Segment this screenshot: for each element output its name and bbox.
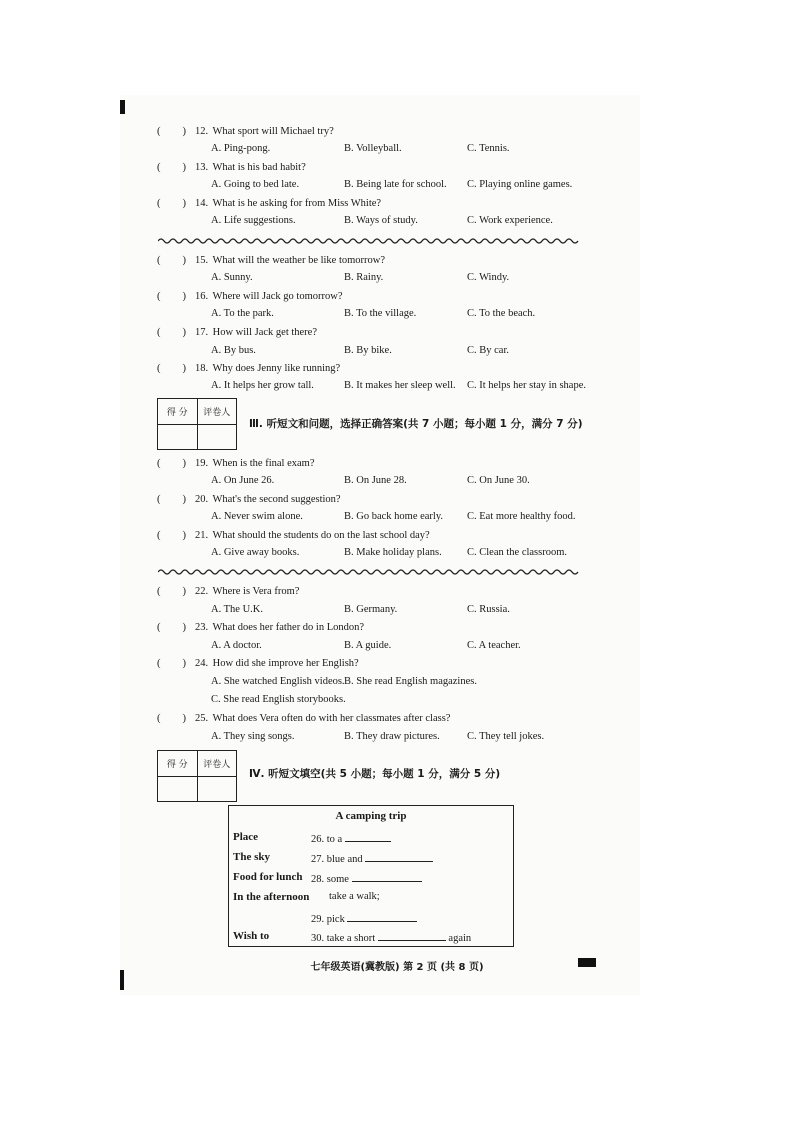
option-c: C. Clean the classroom. bbox=[467, 547, 568, 558]
answer-blank[interactable]: ( ) bbox=[157, 363, 186, 374]
question-text: What should the students do on the last school day? bbox=[212, 530, 430, 541]
question-text: What does Vera often do with her classmates after class? bbox=[212, 713, 451, 724]
score-label: 得 分 bbox=[158, 399, 198, 425]
answer-blank[interactable]: ( ) bbox=[157, 458, 186, 469]
row-label-afternoon: In the afternoon bbox=[233, 891, 310, 903]
option-a: A. To the park. bbox=[211, 308, 274, 319]
question-text: How will Jack get there? bbox=[212, 327, 318, 338]
option-c: C. By car. bbox=[467, 345, 509, 356]
question-13: ( ) 13. What is his bad habit? bbox=[157, 160, 306, 176]
question-text: Why does Jenny like running? bbox=[212, 363, 341, 374]
question-21: ( ) 21. What should the students do on the last school day? bbox=[157, 528, 430, 544]
option-c: C. On June 30. bbox=[467, 475, 530, 486]
option-b: B. To the village. bbox=[344, 308, 417, 319]
scan-mark-footer bbox=[578, 958, 596, 967]
answer-blank[interactable]: ( ) bbox=[157, 291, 186, 302]
option-b: B. Volleyball. bbox=[344, 143, 402, 154]
blank-26: 26. to a bbox=[311, 831, 391, 845]
answer-blank[interactable]: ( ) bbox=[157, 198, 186, 209]
scan-mark-left-top bbox=[120, 100, 125, 114]
wavy-divider bbox=[158, 237, 580, 245]
option-c: C. Russia. bbox=[467, 604, 510, 615]
question-14: ( ) 14. What is he asking for from Miss White? bbox=[157, 196, 381, 212]
question-20: ( ) 20. What's the second suggestion? bbox=[157, 492, 341, 508]
grader-label: 评卷人 bbox=[197, 399, 237, 425]
answer-blank[interactable]: ( ) bbox=[157, 255, 186, 266]
option-b: B. Go back home early. bbox=[344, 511, 444, 522]
scan-mark-left-bottom bbox=[120, 970, 124, 990]
option-c: C. A teacher. bbox=[467, 640, 521, 651]
wavy-divider bbox=[158, 568, 580, 576]
blank-28: 28. some bbox=[311, 871, 422, 885]
score-cell[interactable] bbox=[158, 424, 198, 450]
grader-cell[interactable] bbox=[197, 424, 237, 450]
blank-29-input[interactable] bbox=[347, 911, 417, 922]
blank-28-input[interactable] bbox=[352, 871, 422, 882]
afternoon-walk: take a walk; bbox=[329, 891, 380, 902]
question-18: ( ) 18. Why does Jenny like running? bbox=[157, 361, 340, 377]
option-a: A. By bus. bbox=[211, 345, 256, 356]
answer-blank[interactable]: ( ) bbox=[157, 713, 186, 724]
option-b: B. Ways of study. bbox=[344, 215, 418, 226]
camping-trip-table bbox=[228, 805, 514, 947]
answer-blank[interactable]: ( ) bbox=[157, 658, 186, 669]
question-text: What sport will Michael try? bbox=[212, 126, 334, 137]
blank-27: 27. blue and bbox=[311, 851, 433, 865]
option-b: B. She read English magazines. bbox=[344, 676, 477, 687]
question-text: What does her father do in London? bbox=[212, 622, 365, 633]
grader-label: 评卷人 bbox=[197, 751, 237, 777]
question-text: When is the final exam? bbox=[212, 458, 315, 469]
option-c: C. Work experience. bbox=[467, 215, 553, 226]
option-b: B. On June 28. bbox=[344, 475, 407, 486]
question-12: ( ) 12. What sport will Michael try? bbox=[157, 124, 334, 140]
row-label-food: Food for lunch bbox=[233, 871, 303, 883]
option-b: B. A guide. bbox=[344, 640, 392, 651]
question-16: ( ) 16. Where will Jack go tomorrow? bbox=[157, 289, 342, 305]
blank-26-input[interactable] bbox=[345, 831, 391, 842]
answer-blank[interactable]: ( ) bbox=[157, 530, 186, 541]
option-b: B. Being late for school. bbox=[344, 179, 447, 190]
score-box-section3 bbox=[157, 398, 237, 450]
option-a: A. They sing songs. bbox=[211, 731, 295, 742]
row-label-place: Place bbox=[233, 831, 259, 843]
question-24: ( ) 24. How did she improve her English? bbox=[157, 656, 359, 672]
blank-27-input[interactable] bbox=[365, 851, 433, 862]
option-b: B. Germany. bbox=[344, 604, 398, 615]
option-a: A. A doctor. bbox=[211, 640, 262, 651]
score-box-section4 bbox=[157, 750, 237, 802]
score-cell[interactable] bbox=[158, 776, 198, 802]
question-text: How did she improve her English? bbox=[212, 658, 359, 669]
blank-30: 30. take a short again bbox=[311, 930, 471, 944]
question-15: ( ) 15. What will the weather be like tomorrow? bbox=[157, 253, 385, 269]
score-label: 得 分 bbox=[158, 751, 198, 777]
question-19: ( ) 19. When is the final exam? bbox=[157, 456, 314, 472]
question-text: Where is Vera from? bbox=[212, 586, 300, 597]
blank-30-input[interactable] bbox=[378, 930, 446, 941]
option-a: A. The U.K. bbox=[211, 604, 264, 615]
question-text: What is he asking for from Miss White? bbox=[212, 198, 382, 209]
question-23: ( ) 23. What does her father do in London? bbox=[157, 620, 364, 636]
option-a: A. Life suggestions. bbox=[211, 215, 296, 226]
option-b: B. Make holiday plans. bbox=[344, 547, 442, 558]
question-text: What will the weather be like tomorrow? bbox=[212, 255, 386, 266]
answer-blank[interactable]: ( ) bbox=[157, 494, 186, 505]
row-label-sky: The sky bbox=[233, 851, 270, 863]
option-c: C. Windy. bbox=[467, 272, 510, 283]
option-b: B. Rainy. bbox=[344, 272, 384, 283]
option-b: B. They draw pictures. bbox=[344, 731, 440, 742]
option-b: B. It makes her sleep well. bbox=[344, 380, 456, 391]
blank-29: 29. pick bbox=[311, 911, 417, 925]
option-a: A. On June 26. bbox=[211, 475, 275, 486]
page-footer: 七年级英语(冀教版) 第 2 页 (共 8 页) bbox=[310, 962, 484, 973]
option-b: B. By bike. bbox=[344, 345, 392, 356]
option-c: C. Eat more healthy food. bbox=[467, 511, 576, 522]
option-c: C. She read English storybooks. bbox=[211, 694, 346, 705]
camping-table-title: A camping trip bbox=[335, 810, 407, 822]
answer-blank[interactable]: ( ) bbox=[157, 622, 186, 633]
section3-title: Ⅲ. 听短文和问题，选择正确答案(共 7 小题；每小题 1 分，满分 7 分) bbox=[249, 418, 583, 430]
option-c: C. It helps her stay in shape. bbox=[467, 380, 586, 391]
option-c: C. Playing online games. bbox=[467, 179, 573, 190]
option-a: A. Never swim alone. bbox=[211, 511, 303, 522]
grader-cell[interactable] bbox=[197, 776, 237, 802]
answer-blank[interactable]: ( ) bbox=[157, 162, 186, 173]
answer-blank[interactable]: ( ) bbox=[157, 126, 186, 137]
question-text: Where will Jack go tomorrow? bbox=[212, 291, 343, 302]
option-a: A. Ping-pong. bbox=[211, 143, 271, 154]
question-25: ( ) 25. What does Vera often do with her classmates after class? bbox=[157, 711, 450, 727]
option-c: C. Tennis. bbox=[467, 143, 510, 154]
option-c: C. To the beach. bbox=[467, 308, 536, 319]
question-text: What is his bad habit? bbox=[212, 162, 306, 173]
option-a: A. Going to bed late. bbox=[211, 179, 300, 190]
option-c: C. They tell jokes. bbox=[467, 731, 545, 742]
option-a: A. Sunny. bbox=[211, 272, 253, 283]
question-22: ( ) 22. Where is Vera from? bbox=[157, 584, 299, 600]
answer-blank[interactable]: ( ) bbox=[157, 586, 186, 597]
row-label-wish: Wish to bbox=[233, 930, 270, 942]
option-a: A. Give away books. bbox=[211, 547, 300, 558]
option-a: A. She watched English videos. bbox=[211, 676, 345, 687]
option-a: A. It helps her grow tall. bbox=[211, 380, 314, 391]
answer-blank[interactable]: ( ) bbox=[157, 327, 186, 338]
question-17: ( ) 17. How will Jack get there? bbox=[157, 325, 317, 341]
question-text: What's the second suggestion? bbox=[212, 494, 341, 505]
section4-title: Ⅳ. 听短文填空(共 5 小题；每小题 1 分，满分 5 分) bbox=[249, 768, 501, 780]
